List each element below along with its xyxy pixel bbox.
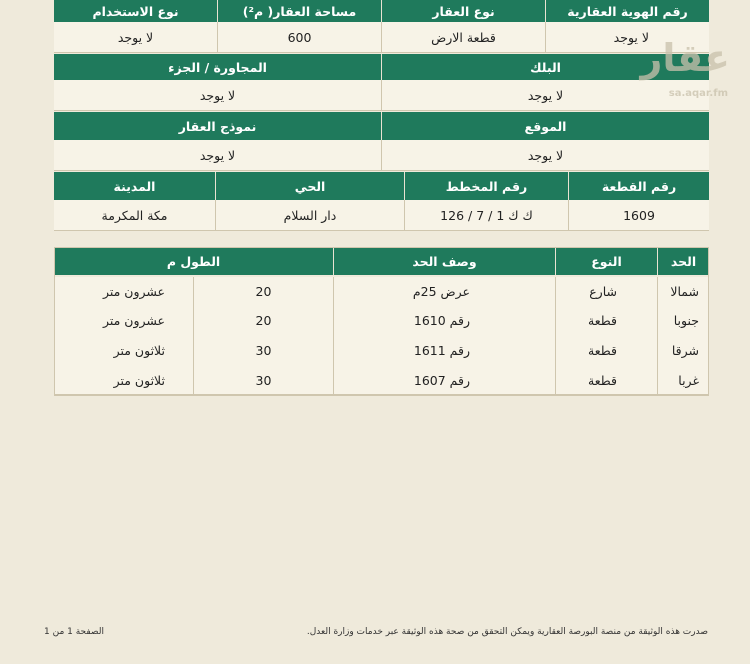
boundaries-header [54, 247, 709, 275]
value-property-type: قطعة الارض [381, 22, 545, 52]
location-header [54, 112, 709, 140]
value-neighborhood-part: لا يوجد [199, 87, 236, 103]
boundary-length-text: عشرون متر [102, 313, 165, 328]
header-boundary-type: النوع [555, 247, 657, 275]
boundary-row [54, 277, 709, 307]
boundary-type: قطعة [555, 306, 657, 335]
boundary-side: شمالا [657, 277, 709, 306]
aqar-watermark [610, 36, 730, 106]
value-property-area: 600 [217, 22, 381, 52]
value-plot-number: 1609 [568, 200, 709, 230]
plot-values [54, 200, 709, 231]
boundary-length-text: عشرون متر [102, 284, 165, 299]
header-block: البلك [381, 54, 709, 80]
aqar-watermark-url: sa.aqar.fm [668, 88, 728, 99]
boundary-side: غربا [657, 365, 709, 395]
boundary-desc: رقم 1607 [333, 365, 555, 395]
footer-verification-note: صدرت هذه الوثيقة من منصة البورصة العقارية ويمكن التحقق من صحة هذه الوثيقة عبر خدمات وزارة العدل. [306, 627, 708, 637]
boundary-side: جنوبا [657, 306, 709, 335]
boundary-side: شرقا [657, 335, 709, 365]
header-property-type: نوع العقار [381, 0, 545, 22]
header-property-model: نموذج العقار [178, 118, 257, 134]
property-info-header [54, 0, 709, 22]
boundary-desc: عرض 25م [333, 277, 555, 306]
value-location: لا يوجد [381, 140, 709, 170]
header-neighborhood-part: المجاورة / الجزء [168, 59, 267, 75]
value-city: مكة المكرمة [101, 207, 168, 223]
header-plot-number: رقم القطعة [568, 172, 709, 200]
aqar-logo-text: عقار [640, 36, 730, 80]
boundary-type: قطعة [555, 365, 657, 395]
boundary-length: 30 [193, 365, 333, 395]
boundary-length: 30 [193, 335, 333, 365]
boundary-length-text: ثلاثون متر [113, 372, 165, 388]
boundary-row [54, 306, 709, 336]
boundary-desc: رقم 1611 [333, 335, 555, 365]
header-city: المدينة [113, 178, 156, 194]
value-property-model: لا يوجد [199, 147, 236, 163]
boundary-length: 20 [193, 306, 333, 335]
boundary-length-text: ثلاثون متر [113, 342, 165, 358]
plot-header [54, 172, 709, 200]
header-property-id: رقم الهوية العقارية [545, 0, 709, 22]
header-boundary-desc: وصف الحد [333, 247, 555, 275]
header-location: الموقع [381, 112, 709, 140]
boundary-row [54, 365, 709, 396]
boundary-row [54, 335, 709, 366]
header-boundary-length: الطول م [166, 253, 221, 269]
header-usage-type: نوع الاستخدام [92, 3, 179, 19]
boundary-type: شارع [555, 277, 657, 306]
value-block: لا يوجد [381, 80, 709, 110]
value-plan-number: ك ك 1 / 7 / 126 [404, 200, 568, 230]
header-property-area: مساحة العقار( م²) [217, 0, 381, 22]
header-boundary-side: الحد [657, 247, 709, 275]
header-district: الحي [215, 172, 404, 200]
location-values [54, 140, 709, 171]
boundary-length: 20 [193, 277, 333, 306]
boundary-desc: رقم 1610 [333, 306, 555, 335]
footer-page-number: الصفحة 1 من 1 [44, 627, 104, 637]
header-plan-number: رقم المخطط [404, 172, 568, 200]
value-district: دار السلام [215, 200, 404, 230]
value-usage-type: لا يوجد [117, 29, 154, 45]
value-property-id: لا يوجد [545, 22, 709, 52]
boundary-type: قطعة [555, 335, 657, 365]
